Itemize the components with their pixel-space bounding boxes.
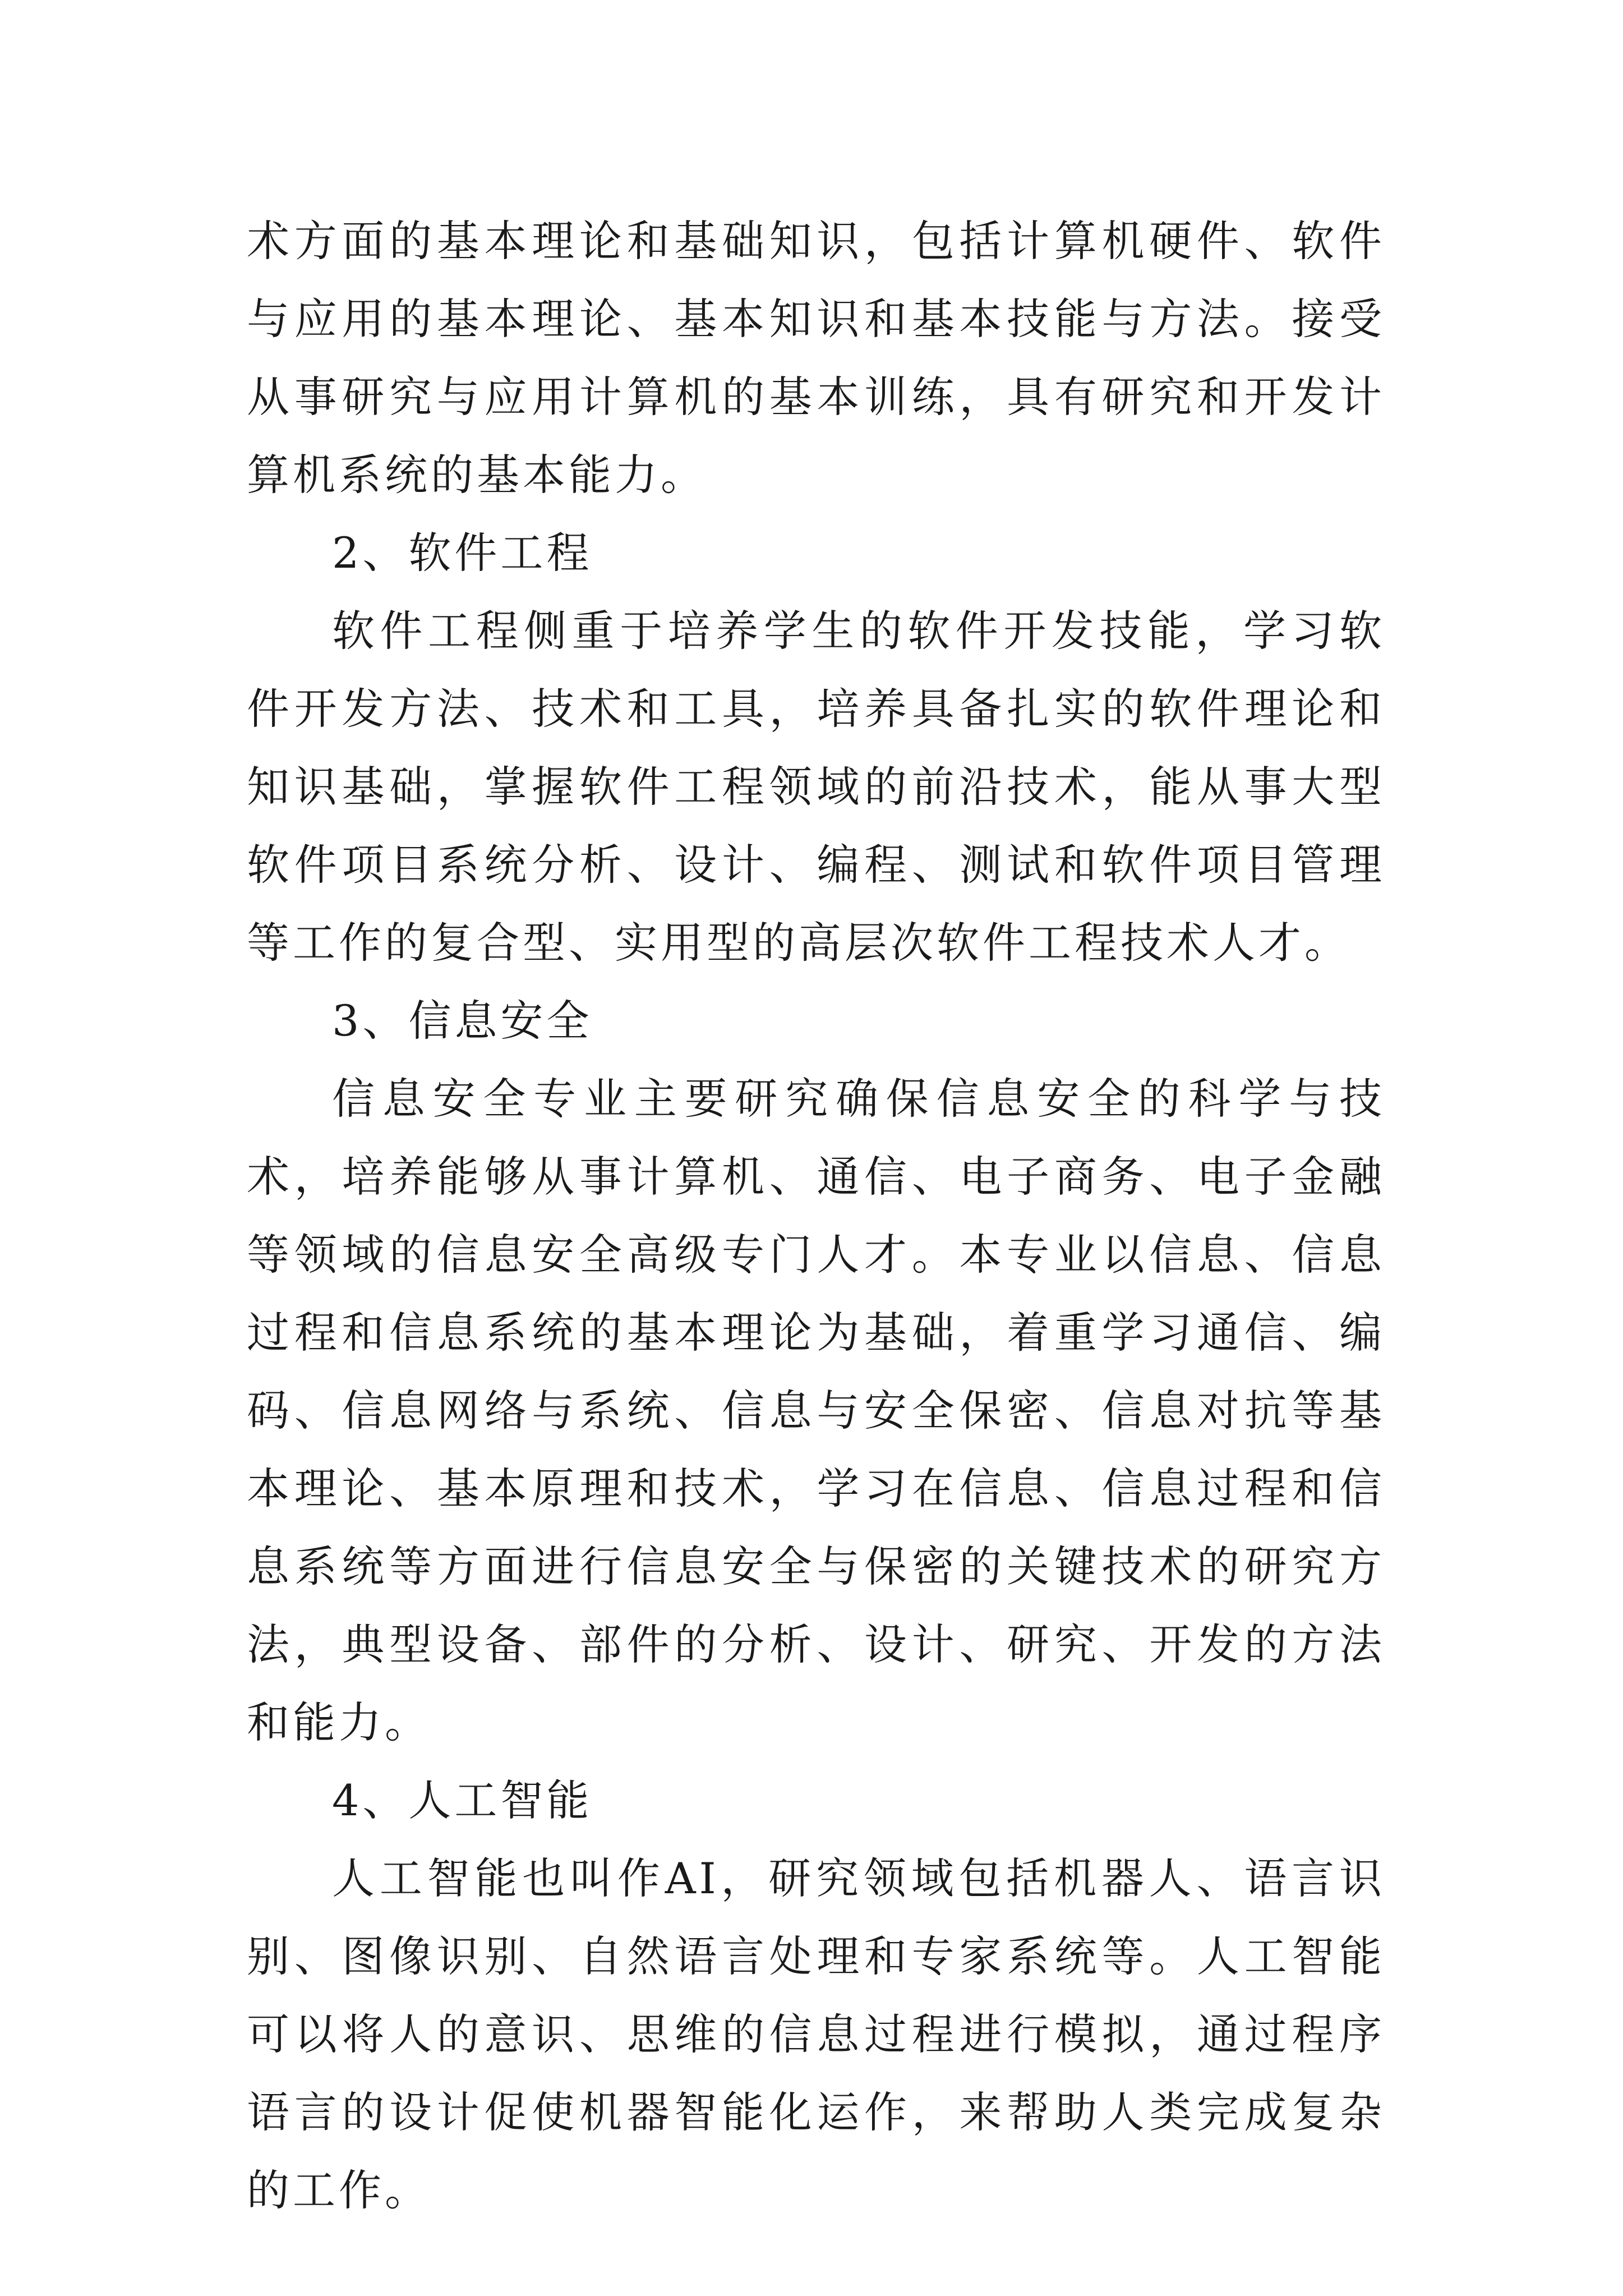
paragraph-software-engineering: 软件工程侧重于培养学生的软件开发技能，学习软件开发方法、技术和工具，培养具备扎实的软件理论和知识基础，掌握软件工程领域的前沿技术，能从事大型软件项目系统分析、设计、编程、测试和软件项目管理等工作的复合型、实用型的高层次软件工程技术人才。 <box>247 606 1385 968</box>
section-heading-artificial-intelligence: 4、人工智能 <box>332 1775 593 1825</box>
section-heading-information-security: 3、信息安全 <box>332 996 593 1046</box>
paragraph-information-security: 信息安全专业主要研究确保信息安全的科学与技术，培养能够从事计算机、通信、电子商务、电子金融等领域的信息安全高级专门人才。本专业以信息、信息过程和信息系统的基本理论为基础，着重学习通信、编码、信息网络与系统、信息与安全保密、信息对抗等基本理论、基本原理和技术，学习在信息、信息过程和信息系统等方面进行信息安全与保密的关键技术的研究方法，典型设备、部件的分析、设计、研究、开发的方法和能力。 <box>247 1074 1385 1747</box>
document-body <box>247 202 1385 2229</box>
paragraph-artificial-intelligence: 人工智能也叫作AI，研究领域包括机器人、语言识别、图像识别、自然语言处理和专家系统等。人工智能可以将人的意识、思维的信息过程进行模拟，通过程序语言的设计促使机器智能化运作，来帮助人类完成复杂的工作。 <box>247 1853 1385 2215</box>
section-heading-software-engineering: 2、软件工程 <box>332 528 593 578</box>
paragraph-continued: 术方面的基本理论和基础知识，包括计算机硬件、软件与应用的基本理论、基本知识和基本技能与方法。接受从事研究与应用计算机的基本训练，具有研究和开发计算机系统的基本能力。 <box>247 216 1385 500</box>
